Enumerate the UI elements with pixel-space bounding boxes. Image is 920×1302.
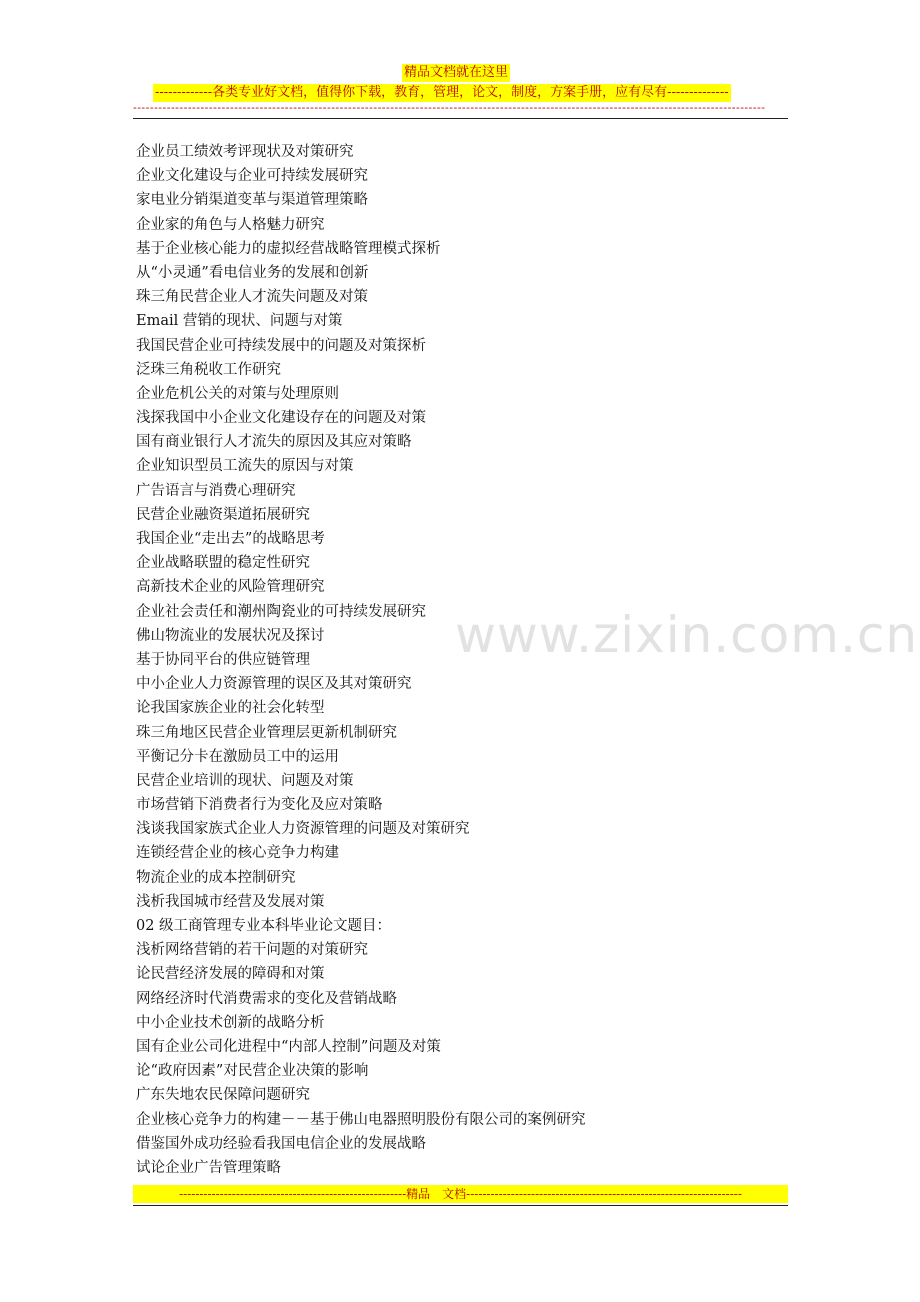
header-rule (133, 118, 788, 119)
list-item: 民营企业培训的现状、问题及对策 (136, 772, 354, 789)
list-item: 国有商业银行人才流失的原因及其应对策略 (136, 434, 412, 451)
list-item: 企业员工绩效考评现状及对策研究 (136, 144, 354, 160)
list-item: 佛山物流业的发展状况及探讨 (136, 627, 325, 644)
watermark: www.zixin.com.cn (455, 606, 919, 664)
list-item: 浅探我国中小企业文化建设存在的问题及对策 (136, 410, 426, 427)
list-item: 珠三角民营企业人才流失问题及对策 (136, 289, 368, 306)
list-item: 我国民营企业可持续发展中的问题及对策探析 (136, 337, 426, 354)
list-item: 企业危机公关的对策与处理原则 (136, 385, 339, 402)
footer-rule (133, 1205, 788, 1206)
list-item: 珠三角地区民营企业管理层更新机制研究 (136, 724, 397, 741)
list-item: Email 营销的现状、问题与对策 (136, 313, 343, 330)
list-item: 从“小灵通”看电信业务的发展和创新 (136, 264, 369, 281)
list-item: 浅谈我国家族式企业人力资源管理的问题及对策研究 (136, 821, 470, 838)
list-item: 浅析我国城市经营及发展对策 (136, 893, 325, 910)
list-item: 泛珠三角税收工作研究 (136, 361, 281, 378)
header-slogan: -------------各类专业好文档，值得你下载，教育，管理，论文，制度，方案手册，应有尽有-------------- (155, 85, 729, 100)
list-item: 论我国家族企业的社会化转型 (136, 700, 325, 717)
list-item: 基于企业核心能力的虚拟经营战略管理模式探析 (136, 240, 441, 257)
list-item: 我国企业“走出去”的战略思考 (136, 531, 325, 547)
list-item: 网络经济时代消费需求的变化及营销战略 (136, 990, 397, 1007)
list-item: 民营企业融资渠道拓展研究 (136, 506, 310, 523)
list-item: 高新技术企业的风险管理研究 (136, 579, 325, 596)
list-item: 企业知识型员工流失的原因与对策 (136, 458, 354, 475)
list-item: 国有企业公司化进程中“内部人控制”问题及对策 (136, 1038, 441, 1055)
list-item: 中小企业技术创新的战略分析 (136, 1014, 325, 1031)
list-item: 连锁经营企业的核心竞争力构建 (136, 845, 339, 862)
list-item: 浅析网络营销的若干问题的对策研究 (136, 942, 368, 959)
section-heading: 02 级工商管理专业本科毕业论文题目： (136, 918, 392, 934)
list-item: 广东失地农民保障问题研究 (136, 1087, 310, 1104)
list-item: 广告语言与消费心理研究 (136, 482, 296, 499)
list-item: 企业社会责任和潮州陶瓷业的可持续发展研究 (136, 603, 426, 620)
list-item: 市场营销下消费者行为变化及应对策略 (136, 797, 383, 814)
list-item: 企业家的角色与人格魅力研究 (136, 216, 325, 233)
list-item: 企业核心竞争力的构建－－基于佛山电器照明股份有限公司的案例研究 (136, 1111, 586, 1128)
list-item: 论民营经济发展的障碍和对策 (136, 966, 325, 983)
list-item: 中小企业人力资源管理的误区及其对策研究 (136, 676, 412, 693)
list-item: 平衡记分卡在激励员工中的运用 (136, 748, 339, 765)
list-item: 借鉴国外成功经验看我国电信企业的发展战略 (136, 1135, 426, 1152)
page-footer: --------------------------------------------------------精品 文档-------------------------------------------------------------------- (133, 1185, 788, 1203)
header-title: 精品文档就在这里 (404, 65, 509, 80)
list-item: 基于协同平台的供应链管理 (136, 651, 310, 668)
list-item: 家电业分销渠道变革与渠道管理策略 (136, 192, 368, 209)
list-item: 试论企业广告管理策略 (136, 1159, 281, 1176)
list-item: 企业战略联盟的稳定性研究 (136, 555, 310, 572)
list-item: 论“政府因素”对民营企业决策的影响 (136, 1063, 369, 1080)
header-dashed-line: ------------------------------------------------------------------------------------------------------------------------------------------------------ (133, 103, 766, 113)
list-item: 企业文化建设与企业可持续发展研究 (136, 168, 368, 185)
list-item: 物流企业的成本控制研究 (136, 869, 296, 886)
